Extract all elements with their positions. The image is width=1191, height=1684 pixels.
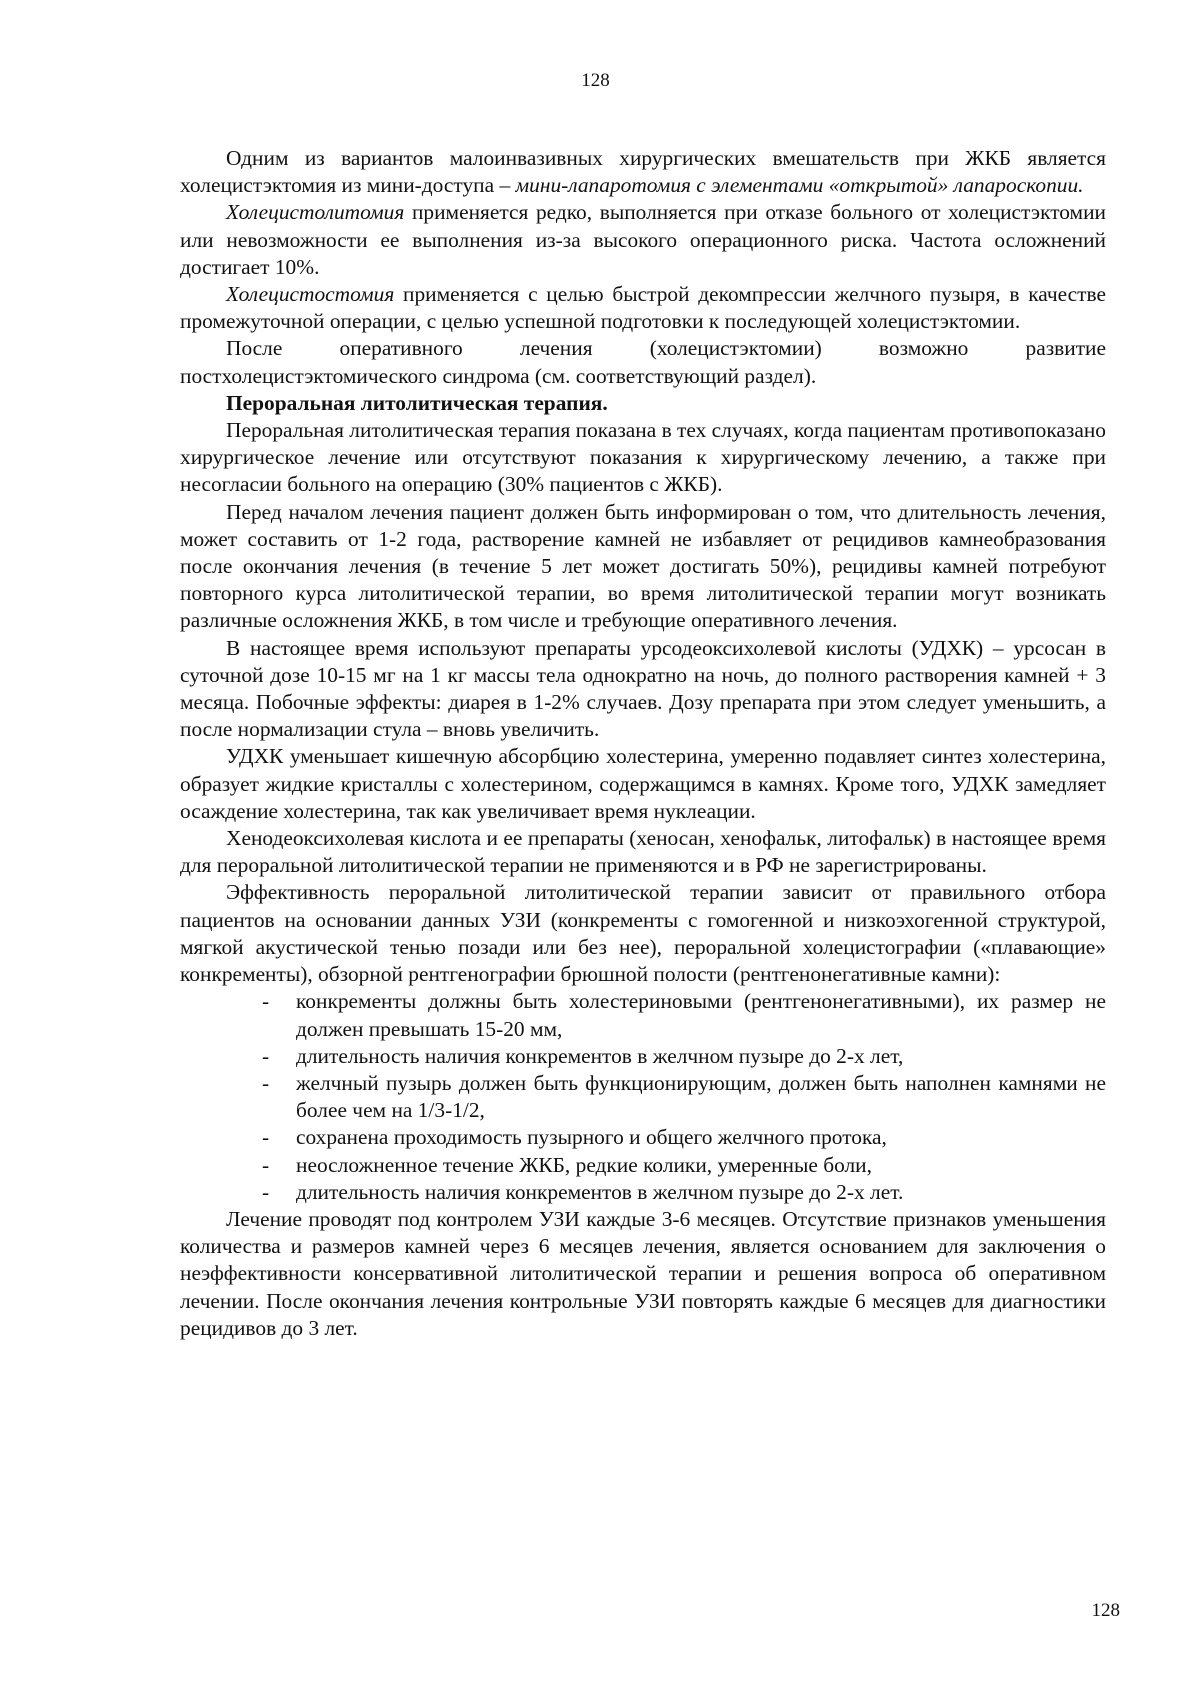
- paragraph-1: [180, 145, 1106, 199]
- list-item: [262, 988, 1106, 1042]
- paragraph-6: Перед началом лечения пациент должен быть информирован о том, что длительность лечения, может составить от 1-2 года, растворение камней не избавляет от рецидивов камнеобразования после окончания лечения (в течение 5 лет может достигать 50%), рецидивы камней потребуют повторного курса литолитической терапии, во время литолитической терапии могут возникать различные осложнения ЖКБ, в том числе и требующие оперативного лечения.: [180, 499, 1106, 633]
- term-cholecystolithotomy: Холецистолитомия: [226, 200, 405, 225]
- list-item-text: желчный пузырь должен быть функционирующим, должен быть наполнен камнями не более чем на 1/3-1/2,: [296, 1070, 1106, 1123]
- section-heading: Пероральная литолитическая терапия.: [226, 390, 608, 415]
- list-dash: -: [262, 1152, 270, 1177]
- list-dash: -: [262, 1125, 270, 1150]
- paragraph-10: Эффективность пероральной литолитической терапии зависит от правильного отбора пациентов на основании данных УЗИ (конкременты с гомогенной и низкоэхогенной структурой, мягкой акустической тенью позади или без нее), пероральной холецистографии («плавающие» конкременты), обзорной рентгенографии брюшной полости (рентгенонегативные камни):: [180, 880, 1106, 987]
- list-item: [262, 1043, 1106, 1070]
- paragraph-8: УДХК уменьшает кишечную абсорбцию холестерина, умеренно подавляет синтез холестерина, образует жидкие кристаллы с холестерином, содержащимся в камнях. Кроме того, УДХК замедляет осаждение холестерина, так как увеличивает время нуклеации.: [180, 744, 1106, 823]
- list-item-text: сохранена проходимость пузырного и общего желчного протока,: [296, 1125, 887, 1150]
- criteria-list: [180, 988, 1106, 1206]
- page-number-top: 128: [581, 70, 610, 91]
- document-body: [180, 145, 1106, 1342]
- paragraph-1-text: Одним из вариантов малоинвазивных хирургических вмешательств при ЖКБ является холецистэктомия из мини-доступа –: [180, 146, 1106, 198]
- paragraph-3: [180, 281, 1106, 335]
- list-item: [262, 1152, 1106, 1179]
- page-number-bottom: 128: [1091, 1600, 1120, 1621]
- list-item: [262, 1070, 1106, 1124]
- list-dash: -: [262, 1179, 270, 1204]
- list-item-text: длительность наличия конкрементов в желчном пузыре до 2-х лет,: [296, 1043, 904, 1068]
- list-item-text: длительность наличия конкрементов в желчном пузыре до 2-х лет.: [296, 1179, 904, 1204]
- paragraph-7: В настоящее время используют препараты урсодеоксихолевой кислоты (УДХК) – урсосан в суточной дозе 10-15 мг на 1 кг массы тела однократно на ночь, до полного растворения камней + 3 месяца. Побочные эффекты: диарея в 1-2% случаев. Дозу препарата при этом следует уменьшить, а после нормализации стула – вновь увеличить.: [180, 635, 1106, 742]
- list-dash: -: [262, 1070, 270, 1095]
- paragraph-3-text: применяется с целью быстрой декомпрессии желчного пузыря, в качестве промежуточной операции, с целью успешной подготовки к последующей холецистэктомии.: [180, 282, 1106, 334]
- paragraph-5: Пероральная литолитическая терапия показана в тех случаях, когда пациентам противопоказано хирургическое лечение или отсутствуют показания к хирургическому лечению, а также при несогласии больного на операцию (30% пациентов с ЖКБ).: [180, 418, 1106, 497]
- term-cholecystostomy: Холецистостомия: [226, 282, 395, 307]
- paragraph-2: [180, 199, 1106, 281]
- paragraph-11: Лечение проводят под контролем УЗИ каждые 3-6 месяцев. Отсутствие признаков уменьшения количества и размеров камней через 6 месяцев лечения, является основанием для заключения о неэффективности консервативной литолитической терапии и решения вопроса об оперативном лечении. После окончания лечения контрольные УЗИ повторять каждые 6 месяцев для диагностики рецидивов до 3 лет.: [180, 1206, 1106, 1340]
- list-item-text: неосложненное течение ЖКБ, редкие колики, умеренные боли,: [296, 1152, 872, 1177]
- paragraph-9: Хенодеоксихолевая кислота и ее препараты (хеносан, хенофальк, литофальк) в настоящее время для пероральной литолитической терапии не применяются и в РФ не зарегистрированы.: [180, 826, 1106, 878]
- list-dash: -: [262, 989, 270, 1014]
- paragraph-1-italic: мини-лапаротомия с элементами «открытой» лапароскопии.: [515, 173, 1084, 198]
- list-item-text: конкременты должны быть холестериновыми (рентгенонегативными), их размер не должен превышать 15-20 мм,: [296, 989, 1106, 1041]
- list-item: [262, 1179, 1106, 1206]
- list-item: [262, 1124, 1106, 1151]
- paragraph-4: После оперативного лечения (холецистэктомии) возможно развитие постхолецистэктомического синдрома (см. соответствующий раздел).: [180, 336, 1106, 388]
- paragraph-2-text: применяется редко, выполняется при отказе больного от холецистэктомии или невозможности ее выполнения из-за высокого операционного риска. Частота осложнений достигает 10%.: [180, 200, 1106, 279]
- list-dash: -: [262, 1043, 270, 1068]
